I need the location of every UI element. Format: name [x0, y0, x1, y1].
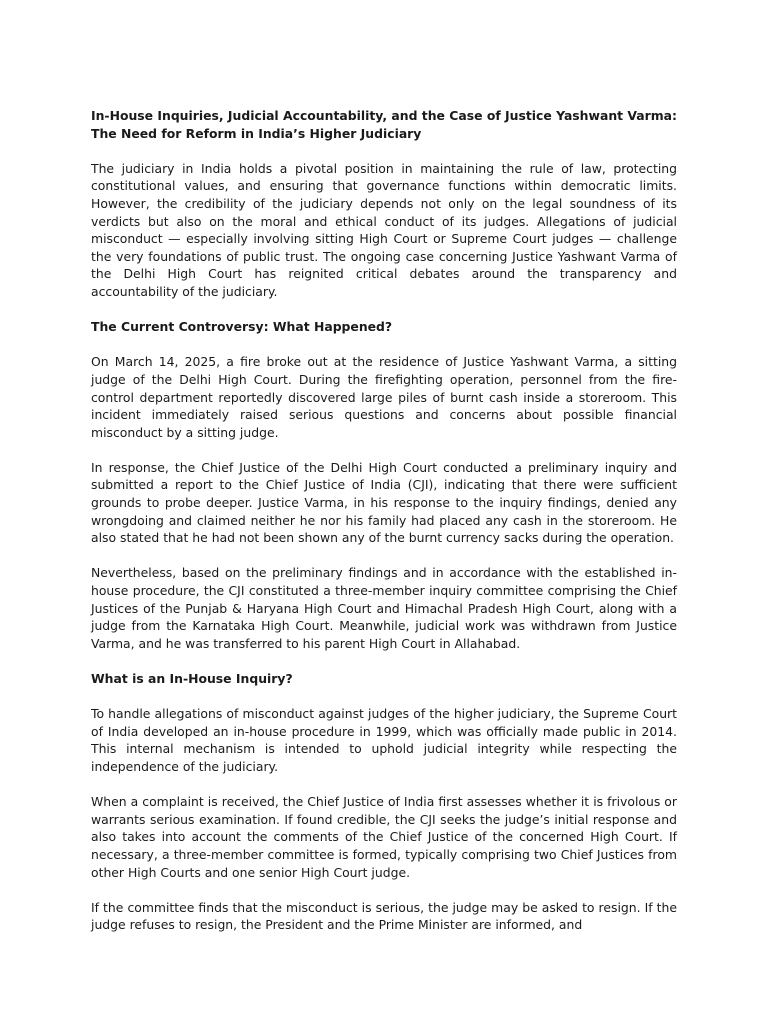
section-heading-in-house-inquiry: What is an In-House Inquiry?	[91, 671, 293, 686]
document-page	[91, 107, 677, 952]
paragraph: When a complaint is received, the Chief Justice of India first assesses whether it is frivolous or warrants serious examination. If found credible, the CJI seeks the judge’s initial response and also takes into account the comments of the Chief Justice of the concerned High Court. If necessary, a three-member committee is formed, typically comprising two Chief Justices from other High Courts and one senior High Court judge.	[91, 794, 677, 880]
intro-paragraph: The judiciary in India holds a pivotal position in maintaining the rule of law, protecting constitutional values, and ensuring that governance functions within democratic limits. However, the credibility of the judiciary depends not only on the legal soundness of its verdicts but also on the moral and ethical conduct of its judges. Allegations of judicial misconduct — especially involving sitting High Court or Supreme Court judges — challenge the very foundations of public trust. The ongoing case concerning Justice Yashwant Varma of the Delhi High Court has reignited critical debates around the transparency and accountability of the judiciary.	[91, 160, 677, 299]
paragraph: Nevertheless, based on the preliminary findings and in accordance with the established in-house procedure, the CJI constituted a three-member inquiry committee comprising the Chief Justices of the Punjab & Haryana High Court and Himachal Pradesh High Court, along with a judge from the Karnataka High Court. Meanwhile, judicial work was withdrawn from Justice Varma, and he was transferred to his parent High Court in Allahabad.	[91, 565, 677, 651]
paragraph: In response, the Chief Justice of the Delhi High Court conducted a preliminary inquiry and submitted a report to the Chief Justice of India (CJI), indicating that there were sufficient grounds to probe deeper. Justice Varma, in his response to the inquiry findings, denied any wrongdoing and claimed neither he nor his family had placed any cash in the storeroom. He also stated that he had not been shown any of the burnt currency sacks during the operation.	[91, 459, 677, 546]
paragraph: On March 14, 2025, a fire broke out at the residence of Justice Yashwant Varma, a sitting judge of the Delhi High Court. During the firefighting operation, personnel from the fire-control department reportedly discovered large piles of burnt cash inside a storeroom. This incident immediately raised serious questions and concerns about possible financial misconduct by a sitting judge.	[91, 354, 677, 440]
paragraph: To handle allegations of misconduct against judges of the higher judiciary, the Supreme Court of India developed an in-house procedure in 1999, which was officially made public in 2014. This internal mechanism is intended to uphold judicial integrity while respecting the independence of the judiciary.	[91, 706, 677, 774]
section-heading-controversy: The Current Controversy: What Happened?	[91, 319, 393, 335]
paragraph: If the committee finds that the misconduct is serious, the judge may be asked to resign. If the judge refuses to resign, the President and the Prime Minister are informed, and	[91, 899, 677, 933]
document-title: In-House Inquiries, Judicial Accountability, and the Case of Justice Yashwant Varma: The Need for Reform in India’s Higher Judiciary	[91, 108, 677, 141]
